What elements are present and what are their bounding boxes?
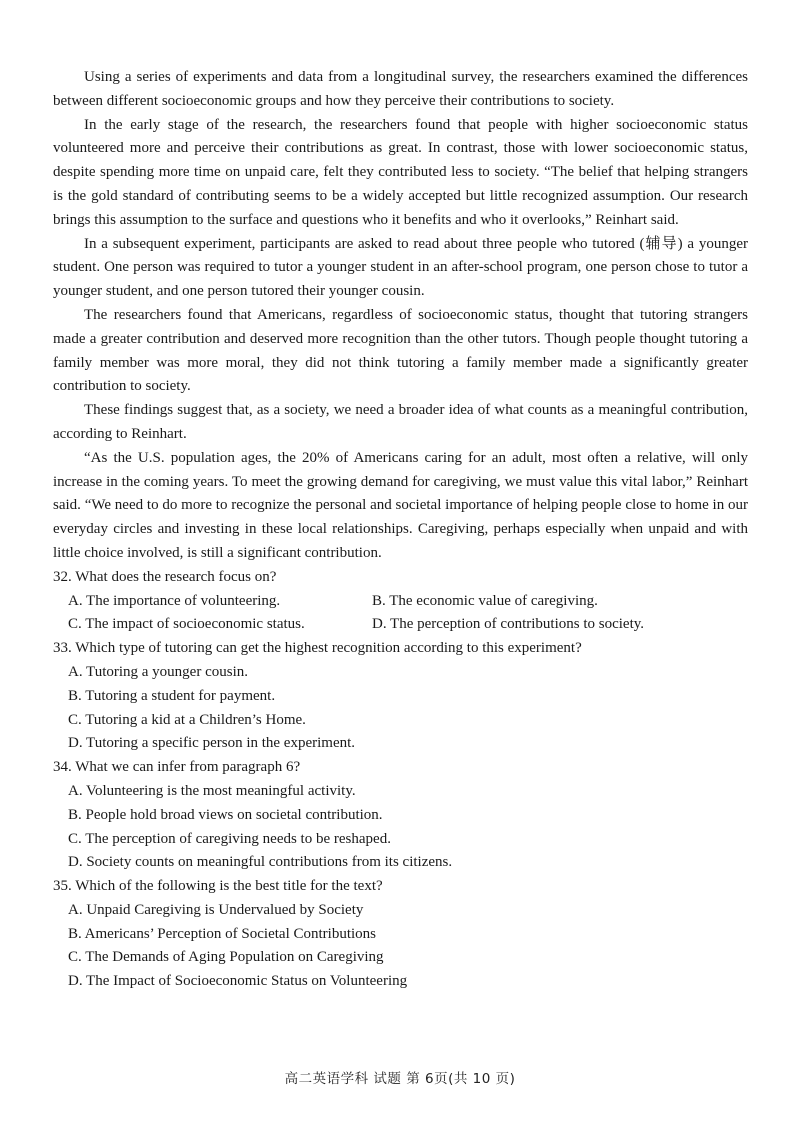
- question-32: [53, 566, 748, 637]
- page-footer: 高二英语学科 试题 第 6页(共 10 页): [284, 1071, 516, 1087]
- option-list: [53, 661, 748, 756]
- option-d: D. Tutoring a specific person in the experiment.: [68, 735, 356, 752]
- option-d: D. The perception of contributions to society.: [372, 616, 645, 633]
- option-a: A. Tutoring a younger cousin.: [68, 663, 248, 680]
- option-grid: [53, 590, 748, 638]
- option-a: A. Volunteering is the most meaningful activity.: [68, 782, 356, 799]
- question-stem: 32. What does the research focus on?: [53, 568, 277, 585]
- option-d: D. The Impact of Socioeconomic Status on Volunteering: [68, 973, 408, 990]
- option-b: B. Americans’ Perception of Societal Contributions: [68, 925, 376, 942]
- option-d: D. Society counts on meaningful contributions from its citizens.: [68, 854, 453, 871]
- option-b: B. Tutoring a student for payment.: [68, 687, 276, 704]
- option-a: A. Unpaid Caregiving is Undervalued by Society: [68, 901, 364, 918]
- passage-paragraph-5: These findings suggest that, as a society, we need a broader idea of what counts as a meaningful contribution, according to Reinhart.: [53, 402, 748, 442]
- question-stem: 33. Which type of tutoring can get the highest recognition according to this experiment?: [53, 640, 582, 657]
- question-33: [53, 637, 748, 756]
- question-34: [53, 756, 748, 875]
- question-35: [53, 875, 748, 994]
- exam-page: [53, 66, 748, 994]
- question-stem: 35. Which of the following is the best title for the text?: [53, 878, 383, 895]
- option-c: C. The Demands of Aging Population on Caregiving: [68, 949, 384, 966]
- option-c: C. The perception of caregiving needs to be reshaped.: [68, 830, 391, 847]
- option-c: C. Tutoring a kid at a Children’s Home.: [68, 711, 306, 728]
- passage-paragraph-6: “As the U.S. population ages, the 20% of Americans caring for an adult, most often a relative, will only increase in the coming years. To meet the growing demand for caregiving, we must value this vital labor,” Reinhart said. “We need to do more to recognize the personal and societal importance of helping people close to home in our everyday circles and investing in these local relationships. Caregiving, perhaps especially when unpaid and with little choice involved, is still a significant contribution.: [53, 449, 748, 561]
- option-b: B. The economic value of caregiving.: [372, 592, 598, 609]
- option-list: [53, 780, 748, 875]
- passage-paragraph-2: In the early stage of the research, the researchers found that people with higher socioeconomic status volunteered more and perceive their contributions as great. In contrast, those with lower socioeconomic status, despite spending more time on unpaid care, felt they contributed less to society. “The belief that helping strangers is the gold standard of contributing seems to be a widely accepted but little recognized assumption. Our research brings this assumption to the surface and questions who it benefits and who it overlooks,” Reinhart said.: [53, 116, 748, 228]
- option-c: C. The impact of socioeconomic status.: [68, 616, 305, 633]
- passage-paragraph-4: The researchers found that Americans, regardless of socioeconomic status, thought that tutoring strangers made a greater contribution and deserved more recognition than the other tutors. Though people thought tutoring a family member was more moral, they did not think tutoring a family member made a significantly greater contribution to society.: [53, 306, 748, 395]
- question-section: [53, 566, 748, 994]
- option-a: A. The importance of volunteering.: [68, 592, 281, 609]
- reading-passage: [53, 66, 748, 566]
- option-b: B. People hold broad views on societal contribution.: [68, 806, 383, 823]
- passage-paragraph-3: In a subsequent experiment, participants are asked to read about three people who tutored (辅导) a younger student. One person was required to tutor a younger student in an after-school program, one person chose to tutor a younger student, and one person tutored their younger cousin.: [53, 235, 748, 300]
- passage-paragraph-1: Using a series of experiments and data from a longitudinal survey, the researchers examined the differences between different socioeconomic groups and how they perceive their contributions to society.: [53, 69, 748, 109]
- question-stem: 34. What we can infer from paragraph 6?: [53, 759, 301, 776]
- option-list: [53, 899, 748, 994]
